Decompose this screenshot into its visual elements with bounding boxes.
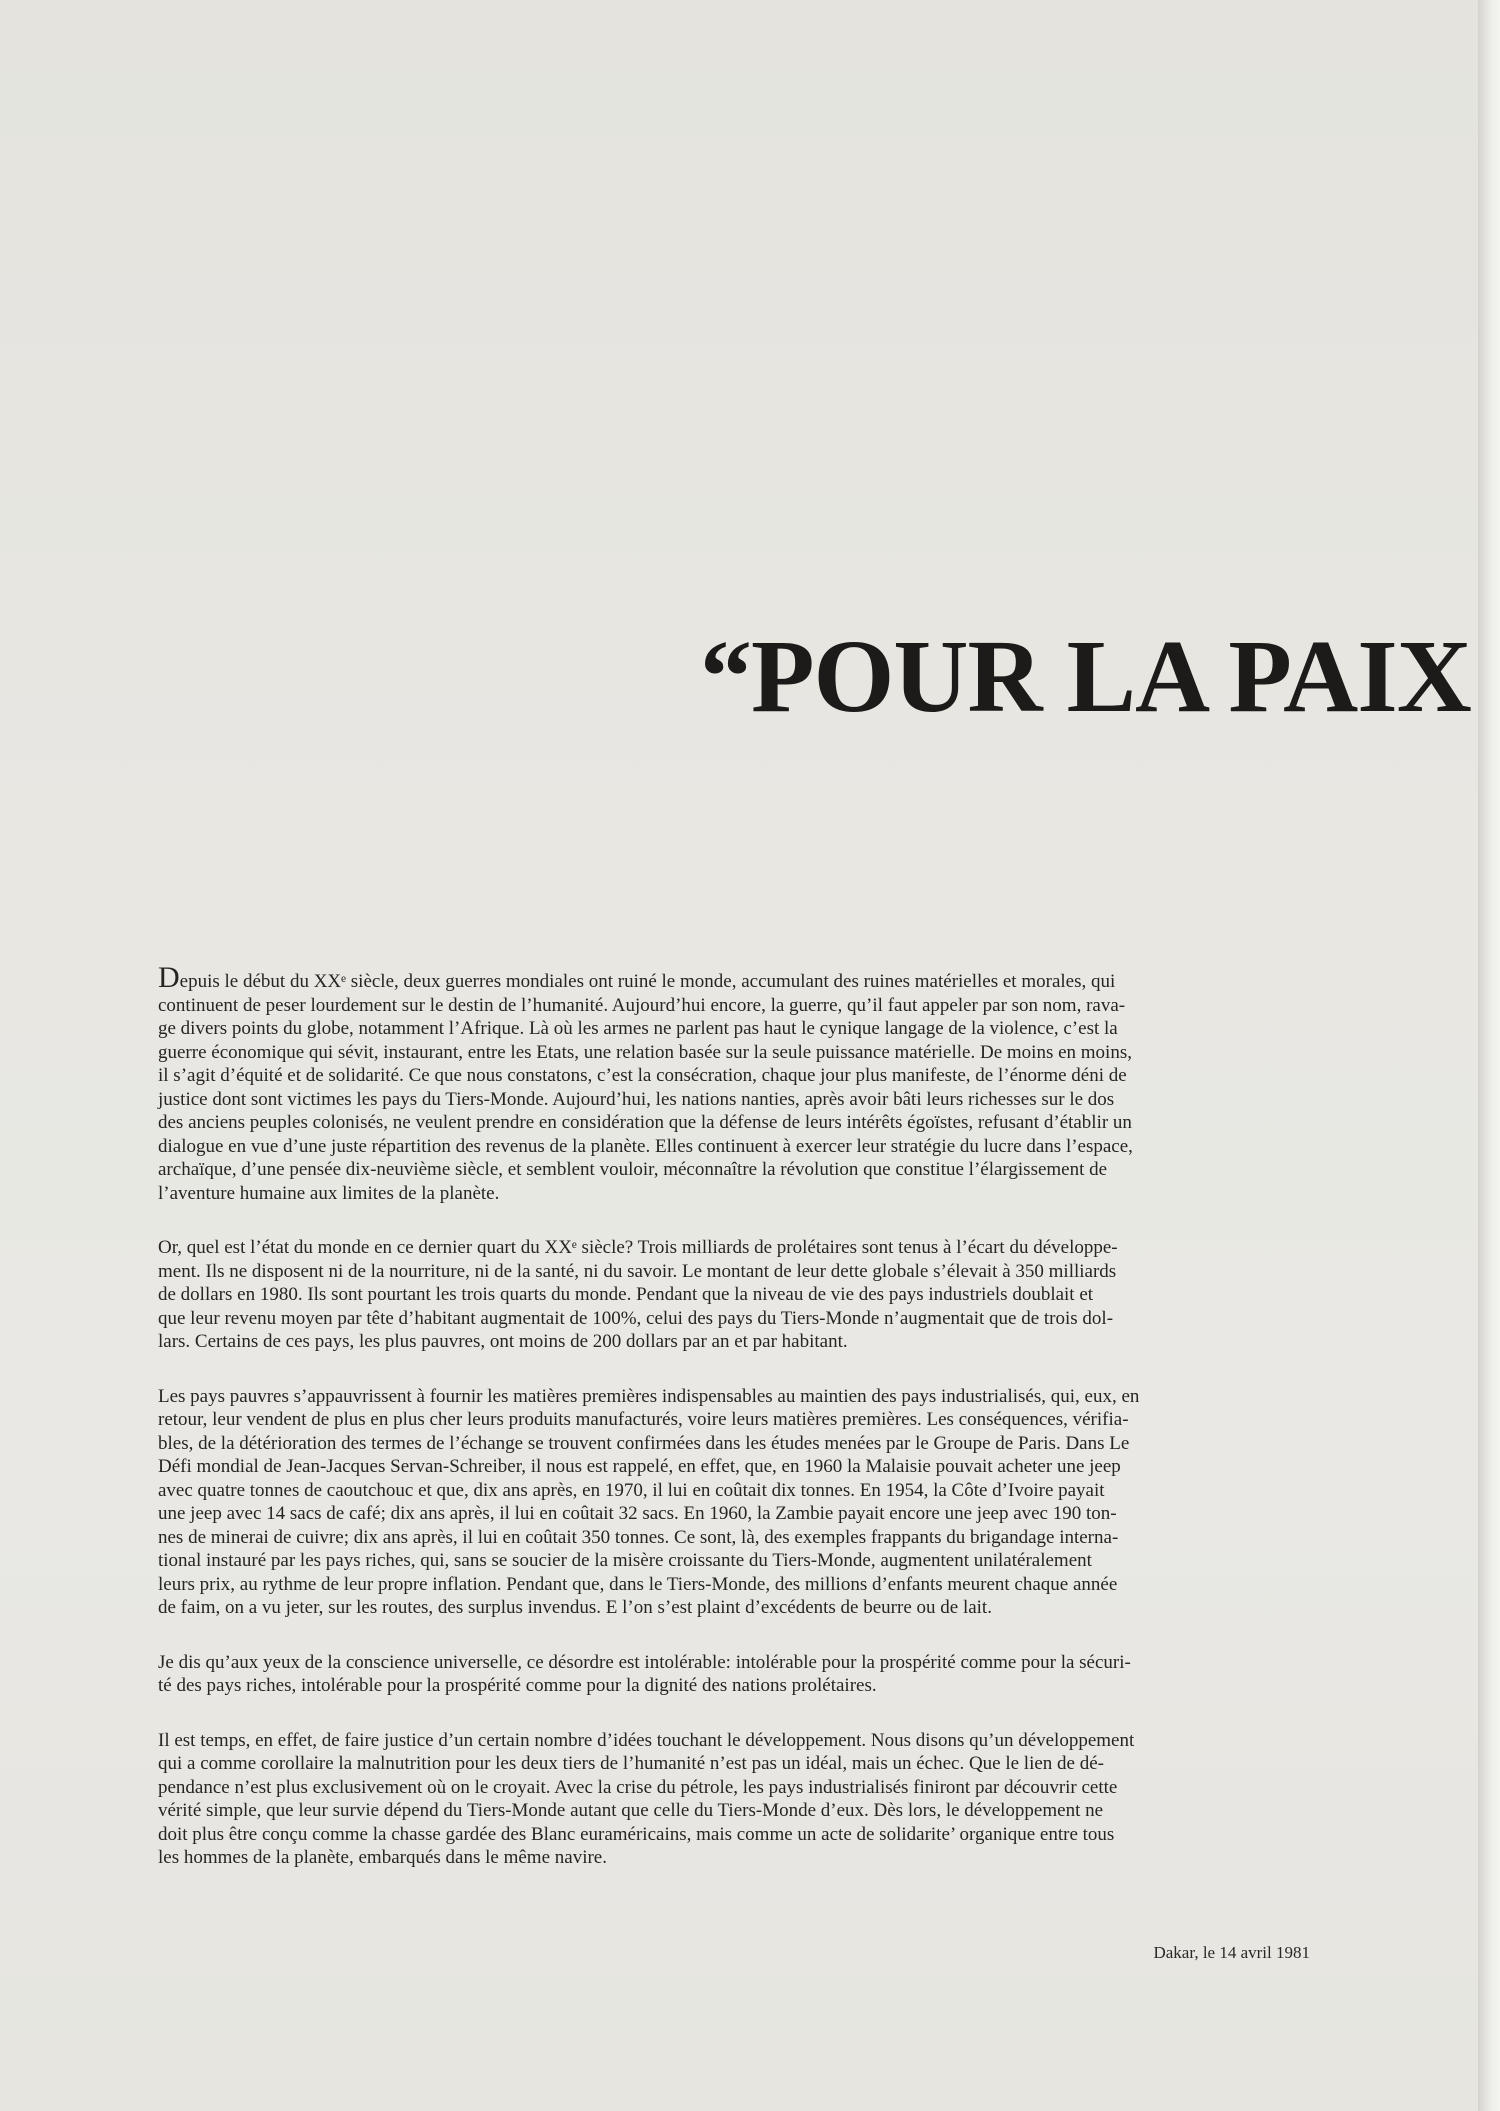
paragraph-1 — [158, 963, 1330, 1205]
paragraph-4: Je dis qu’aux yeux de la conscience universelle, ce désordre est intolérable: intolérable pour la prospérité comme pour la sécuri- té des pays riches, intolérable pour la prospérité comme pour la dignité des nations prolétaires. — [158, 1651, 1131, 1696]
signature-date: Dakar, le 14 avril 1981 — [1153, 1943, 1310, 1962]
page-title: “POUR LA PAIX — [700, 619, 1471, 734]
paragraph-3: Les pays pauvres s’appauvrissent à fournir les matières premières indispensables au maintien des pays industrialisés, qui, eux, en retour, leur vendent de plus en plus cher leurs produits manufacturés, voire leurs matières premières. Les conséquences, vérifia- bles, de la détérioration des termes de l’échange se trouvent confirmées dans les études menées par le Groupe de Paris. Dans Le Défi mondial de Jean-Jacques Servan-Schreiber, il nous est rappelé, en effet, que, en 1960 la Malaisie pouvait acheter une jeep avec quatre tonnes de caoutchouc et que, dix ans après, en 1970, il lui en coûtait dix tonnes. En 1954, la Côte d’Ivoire payait une jeep avec 14 sacs de café; dix ans après, il lui en coûtait 32 sacs. En 1960, la Zambie payait encore une jeep avec 190 ton- nes de minerai de cuivre; dix ans après, il lui en coûtait 350 tonnes. Ce sont, là, des exemples frappants du brigandage interna- tional instauré par les pays riches, qui, sans se soucier de la misère croissante du Tiers-Monde, augmentent unilatéralement leurs prix, au rythme de leur propre inflation. Pendant que, dans le Tiers-Monde, des millions d’enfants meurent chaque année de faim, on a vu jeter, sur les routes, des surplus invendus. E l’on s’est plaint d’excédents de beurre ou de lait. — [158, 1385, 1140, 1618]
initial-letter: D — [158, 961, 180, 994]
paragraph-1-text: epuis le début du XXᵉ siècle, deux guerres mondiales ont ruiné le monde, accumulant des ruines matérielles et morales, qui continuent de peser lourdement sur le destin de l’humanité. Aujourd’hui encore, la guerre, qu’il faut appeler par son nom, rava- ge divers points du globe, notamment l’Afrique. Là où les armes ne parlent pas haut le cynique langage de la violence, c’est la guerre économique qui sévit, instaurant, entre les Etats, une relation basée sur la seule puissance matérielle. De moins en moins, il s’agit d’équité et de solidarité. Ce que nous constatons, c’est la consécration, chaque jour plus manifeste, de l’énorme déni de justice dont sont victimes les pays du Tiers-Monde. Aujourd’hui, les nations nanties, après avoir bâti leurs richesses sur le dos des anciens peuples colonisés, ne veulent prendre en considération que la défense de leurs intérêts égoïstes, refusant d’établir un dialogue en vue d’une juste répartition des revenus de la planète. Elles continuent à exercer leur stratégie du lucre dans l’espace, archaïque, d’une pensée dix-neuvième siècle, et semblent vouloir, méconnaître la révolution que constitue l’élargissement de l’aventure humaine aux limites de la planète. — [158, 971, 1133, 1204]
page-edge — [1478, 0, 1500, 2111]
paragraph-2: Or, quel est l’état du monde en ce dernier quart du XXᵉ siècle? Trois milliards de prolétaires sont tenus à l’écart du développe- ment. Ils ne disposent ni de la nourriture, ni de la santé, ni du savoir. Le montant de leur dette globale s’élevait à 350 milliards de dollars en 1980. Ils sont pourtant les trois quarts du monde. Pendant que la niveau de vie des pays industriels doublait et que leur revenu moyen par tête d’habitant augmentait de 100%, celui des pays du Tiers-Monde n’augmentait que de trois dol- lars. Certains de ces pays, les plus pauvres, ont moins de 200 dollars par an et par habitant. — [158, 1237, 1118, 1352]
body-text — [158, 963, 1330, 1901]
paragraph-5: Il est temps, en effet, de faire justice d’un certain nombre d’idées touchant le développement. Nous disons qu’un développement qui a comme corollaire la malnutrition pour les deux tiers de l’humanité n’est pas un idéal, mais un échec. Que le lien de dé- pendance n’est plus exclusivement où on le croyait. Avec la crise du pétrole, les pays industrialisés finiront par découvrir cette vérité simple, que leur survie dépend du Tiers-Monde autant que celle du Tiers-Monde d’eux. Dès lors, le développement ne doit plus être conçu comme la chasse gardée des Blanc euraméricains, mais comme un acte de solidarite’ organique entre tous les hommes de la planète, embarqués dans le même navire. — [158, 1729, 1135, 1868]
